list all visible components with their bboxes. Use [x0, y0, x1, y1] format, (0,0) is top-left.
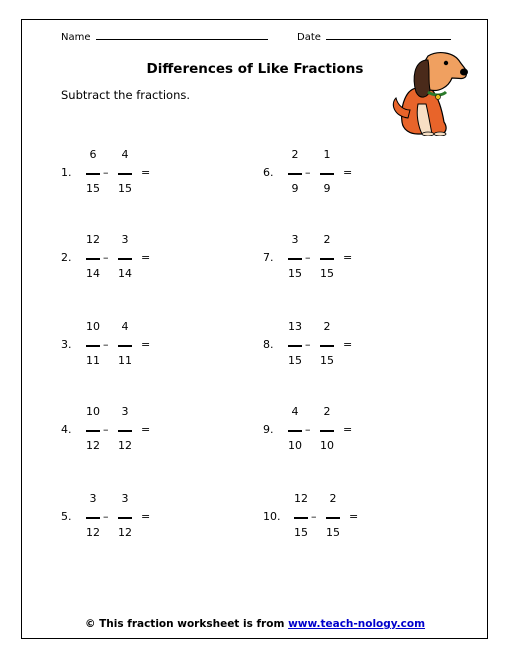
denominator: 12 — [86, 439, 100, 452]
fraction-subtrahend — [319, 320, 335, 370]
fraction-subtrahend — [319, 405, 335, 455]
fraction-bar — [118, 258, 132, 260]
problem-number: 5. — [61, 510, 72, 523]
problem-item — [61, 233, 191, 289]
problem-number: 7. — [263, 251, 274, 264]
fraction-minuend — [85, 405, 101, 455]
fraction-minuend — [287, 148, 303, 198]
fraction-minuend — [85, 148, 101, 198]
numerator: 3 — [89, 492, 97, 505]
minus-sign: – — [103, 423, 109, 436]
numerator: 3 — [121, 405, 129, 418]
problem-number: 1. — [61, 166, 72, 179]
fraction-bar — [86, 345, 100, 347]
numerator: 10 — [86, 405, 100, 418]
denominator: 9 — [323, 182, 331, 195]
fraction-minuend — [85, 233, 101, 283]
problem-number: 4. — [61, 423, 72, 436]
minus-sign: – — [311, 510, 317, 523]
dog-illustration — [388, 48, 470, 136]
minus-sign: – — [305, 166, 311, 179]
fraction-bar — [86, 173, 100, 175]
date-label: Date — [297, 32, 321, 43]
problem-number: 6. — [263, 166, 274, 179]
denominator: 15 — [326, 526, 340, 539]
numerator: 2 — [323, 233, 331, 246]
denominator: 11 — [118, 354, 132, 367]
fraction-minuend — [85, 492, 101, 542]
fraction-bar — [118, 430, 132, 432]
fraction-subtrahend — [117, 148, 133, 198]
fraction-subtrahend — [117, 405, 133, 455]
name-line — [96, 30, 268, 40]
minus-sign: – — [103, 510, 109, 523]
minus-sign: – — [305, 338, 311, 351]
fraction-bar — [320, 258, 334, 260]
fraction-bar — [320, 430, 334, 432]
denominator: 9 — [291, 182, 299, 195]
numerator: 3 — [291, 233, 299, 246]
fraction-subtrahend — [319, 148, 335, 198]
equals-sign: = — [343, 338, 353, 351]
denominator: 14 — [118, 267, 132, 280]
footer-prefix: © This fraction worksheet is from — [84, 618, 289, 630]
fraction-bar — [294, 517, 308, 519]
numerator: 2 — [323, 405, 331, 418]
equals-sign: = — [141, 338, 151, 351]
numerator: 1 — [323, 148, 331, 161]
footer-link[interactable]: www.teach-nology.com — [288, 618, 426, 630]
minus-sign: – — [103, 338, 109, 351]
numerator: 13 — [288, 320, 302, 333]
problem-item — [61, 492, 191, 548]
fraction-subtrahend — [325, 492, 341, 542]
fraction-subtrahend — [117, 233, 133, 283]
date-field[interactable] — [297, 30, 451, 43]
fraction-bar — [320, 345, 334, 347]
footer-credit — [0, 618, 510, 630]
fraction-bar — [326, 517, 340, 519]
name-label: Name — [61, 32, 91, 43]
denominator: 15 — [118, 182, 132, 195]
minus-sign: – — [103, 166, 109, 179]
fraction-bar — [288, 430, 302, 432]
fraction-bar — [86, 517, 100, 519]
numerator: 4 — [291, 405, 299, 418]
numerator: 12 — [294, 492, 308, 505]
problem-number: 10. — [263, 510, 281, 523]
fraction-subtrahend — [319, 233, 335, 283]
equals-sign: = — [343, 251, 353, 264]
problem-number: 8. — [263, 338, 274, 351]
fraction-minuend — [85, 320, 101, 370]
problem-item — [263, 148, 393, 204]
problem-number: 3. — [61, 338, 72, 351]
equals-sign: = — [343, 423, 353, 436]
denominator: 15 — [294, 526, 308, 539]
problem-item — [263, 405, 393, 461]
numerator: 3 — [121, 492, 129, 505]
fraction-bar — [86, 430, 100, 432]
equals-sign: = — [141, 423, 151, 436]
numerator: 3 — [121, 233, 129, 246]
problem-item — [263, 320, 393, 376]
denominator: 14 — [86, 267, 100, 280]
equals-sign: = — [141, 166, 151, 179]
fraction-minuend — [293, 492, 309, 542]
equals-sign: = — [343, 166, 353, 179]
problem-item — [263, 492, 393, 548]
equals-sign: = — [141, 251, 151, 264]
fraction-subtrahend — [117, 320, 133, 370]
problem-number: 9. — [263, 423, 274, 436]
problem-number: 2. — [61, 251, 72, 264]
problem-item — [61, 148, 191, 204]
equals-sign: = — [141, 510, 151, 523]
numerator: 4 — [121, 148, 129, 161]
numerator: 2 — [329, 492, 337, 505]
denominator: 11 — [86, 354, 100, 367]
fraction-minuend — [287, 320, 303, 370]
fraction-subtrahend — [117, 492, 133, 542]
denominator: 15 — [320, 267, 334, 280]
minus-sign: – — [103, 251, 109, 264]
denominator: 12 — [86, 526, 100, 539]
denominator: 10 — [320, 439, 334, 452]
denominator: 15 — [288, 354, 302, 367]
worksheet-title: Differences of Like Fractions — [146, 61, 364, 77]
denominator: 10 — [288, 439, 302, 452]
denominator: 12 — [118, 439, 132, 452]
equals-sign: = — [349, 510, 359, 523]
fraction-bar — [320, 173, 334, 175]
fraction-bar — [288, 258, 302, 260]
minus-sign: – — [305, 423, 311, 436]
denominator: 15 — [86, 182, 100, 195]
denominator: 15 — [320, 354, 334, 367]
fraction-bar — [86, 258, 100, 260]
problem-item — [61, 405, 191, 461]
minus-sign: – — [305, 251, 311, 264]
problem-item — [61, 320, 191, 376]
denominator: 15 — [288, 267, 302, 280]
instructions: Subtract the fractions. — [61, 88, 191, 102]
problem-item — [263, 233, 393, 289]
numerator: 2 — [291, 148, 299, 161]
numerator: 6 — [89, 148, 97, 161]
numerator: 4 — [121, 320, 129, 333]
numerator: 12 — [86, 233, 100, 246]
numerator: 10 — [86, 320, 100, 333]
fraction-bar — [118, 173, 132, 175]
fraction-bar — [288, 345, 302, 347]
denominator: 12 — [118, 526, 132, 539]
fraction-minuend — [287, 405, 303, 455]
date-line — [326, 30, 451, 40]
numerator: 2 — [323, 320, 331, 333]
fraction-minuend — [287, 233, 303, 283]
name-field[interactable] — [61, 30, 268, 43]
fraction-bar — [288, 173, 302, 175]
fraction-bar — [118, 517, 132, 519]
fraction-bar — [118, 345, 132, 347]
